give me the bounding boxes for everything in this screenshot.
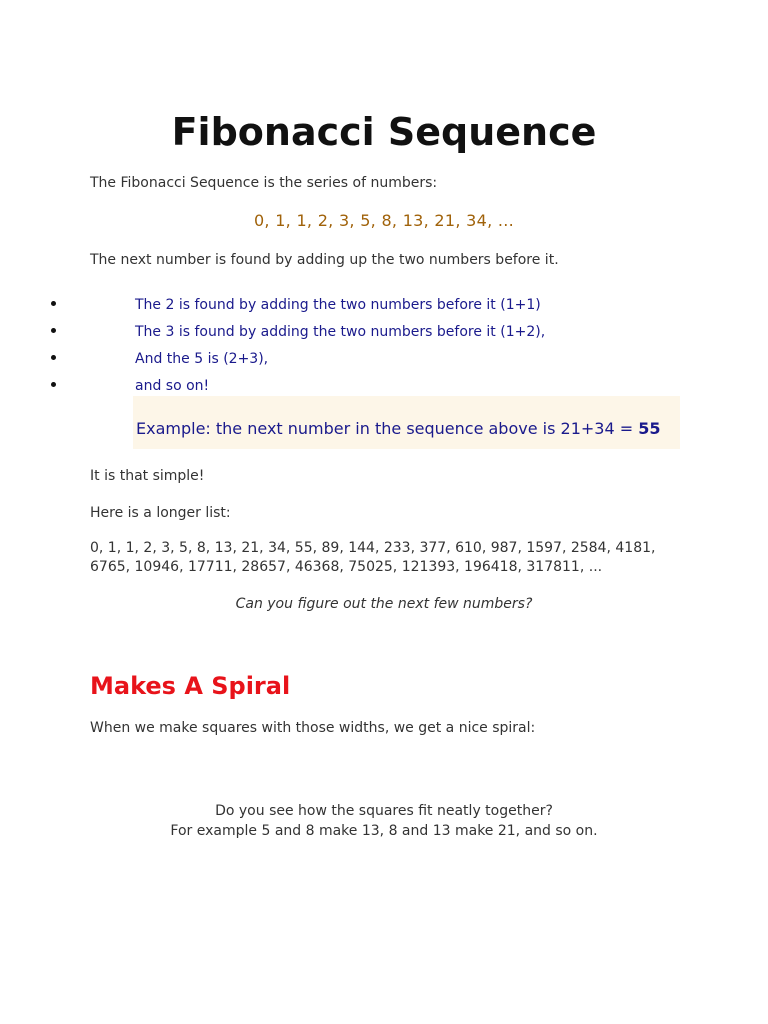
intro-text: The Fibonacci Sequence is the series of numbers: [90,175,438,191]
bullet-text: The 2 is found by adding the two numbers before it (1+1) [135,297,541,313]
page-title: Fibonacci Sequence [171,110,597,154]
bullet-dot-icon [51,382,56,387]
bullet-dot-icon [51,355,56,360]
bullet-text: and so on! [135,378,210,394]
long-number-list: 0, 1, 1, 2, 3, 5, 8, 13, 21, 34, 55, 89, 144, 233, 377, 610, 987, 1597, 2584, 4181, 6765, 10946, 17711, 28657, 46368, 75025, 121393, 196418, 317811, ... [90,540,656,575]
squares-intro-text: When we make squares with those widths, we get a nice spiral: [90,720,536,736]
bullet-list [0,295,768,403]
bullet-dot-icon [51,328,56,333]
spiral-heading: Makes A Spiral [90,672,291,700]
example-sentence: Example: the next number in the sequence above is 21+34 = [136,419,639,438]
figure-out-question: Can you figure out the next few numbers? [235,596,533,612]
simple-text: It is that simple! [90,468,205,484]
sequence-numbers: 0, 1, 1, 2, 3, 5, 8, 13, 21, 34, ... [253,211,515,230]
example-answer: 55 [638,419,661,438]
squares-example-text: For example 5 and 8 make 13, 8 and 13 make 21, and so on. [170,823,598,839]
next-number-rule: The next number is found by adding up the two numbers before it. [90,252,559,268]
see-squares-text: Do you see how the squares fit neatly together? [215,803,553,819]
bullet-text: And the 5 is (2+3), [135,351,269,367]
list-item [0,295,768,322]
example-text [136,416,676,441]
longer-list-label: Here is a longer list: [90,505,231,521]
bullet-dot-icon [51,301,56,306]
example-box [133,396,680,449]
bullet-text: The 3 is found by adding the two numbers before it (1+2), [135,324,546,340]
list-item [0,349,768,376]
list-item [0,322,768,349]
